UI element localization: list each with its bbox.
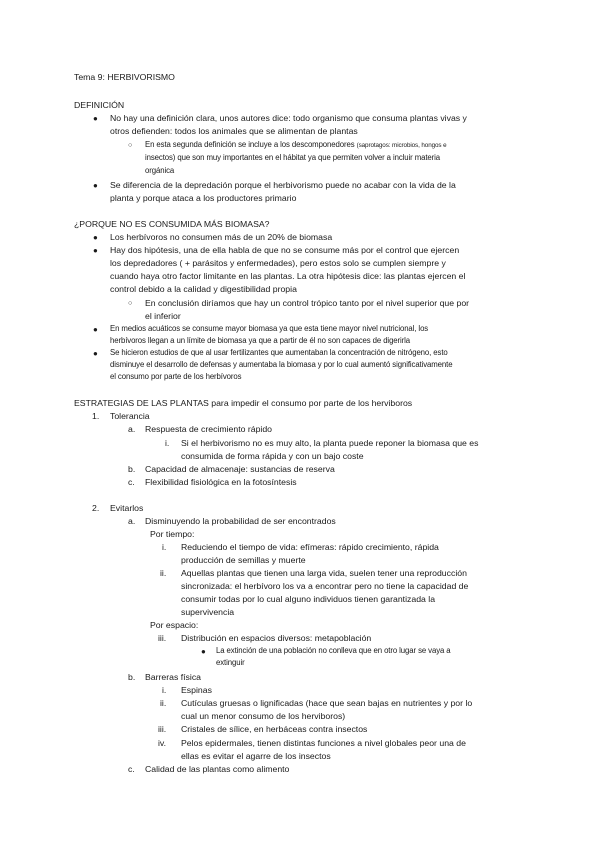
bullet-icon: ● xyxy=(93,325,98,334)
porque-sub-line-2: el inferior xyxy=(145,311,181,321)
bullet-icon: ● xyxy=(93,114,98,123)
barrera-iv-line-2: ellas es evitar el agarre de los insectos xyxy=(181,751,331,761)
definicion-sub-1-text: En esta segunda definición se incluye a los descomponedores xyxy=(145,140,355,149)
list-marker: ii. xyxy=(160,568,167,578)
porque-bullet-4-line-3: el consumo por parte de los herbívoros xyxy=(110,372,242,381)
porque-bullet-2-line-4: control debido a la calidad y digestibilidad propia xyxy=(110,284,297,294)
list-marker: 1. xyxy=(92,411,100,421)
list-marker: i. xyxy=(165,438,170,448)
barrera-ii-line-1: Cutículas gruesas o lignificadas (hace que sean bajas en nutrientes y por lo xyxy=(181,698,473,708)
list-marker: c. xyxy=(128,477,135,487)
bullet-icon: ● xyxy=(93,349,98,358)
section-heading-definicion: DEFINICIÓN xyxy=(74,100,125,110)
list-marker: i. xyxy=(162,685,167,695)
estrategia-1a-i-line-2: consumida de forma rápida y con un bajo coste xyxy=(181,451,364,461)
section-heading-porque: ¿PORQUE NO ES CONSUMIDA MÁS BIOMASA? xyxy=(74,219,270,229)
espacio-bullet-line-2: extinguir xyxy=(216,658,245,667)
espacio-iii: Distribución en espacios diversos: metapoblación xyxy=(181,633,372,643)
tiempo-ii-line-1: Aquellas plantas que tienen una larga vida, suelen tener una reproducción xyxy=(181,568,467,578)
estrategia-2c: Calidad de las plantas como alimento xyxy=(145,764,290,774)
list-marker: 2. xyxy=(92,503,100,513)
estrategia-2-title: Evitarlos xyxy=(110,503,144,513)
hollow-bullet-icon: ○ xyxy=(128,142,133,149)
estrategia-1a-i-line-1: Si el herbivorismo no es muy alto, la planta puede reponer la biomasa que es xyxy=(181,438,479,448)
hollow-bullet-icon: ○ xyxy=(128,300,133,307)
definicion-bullet-2-line-1: Se diferencia de la depredación porque el herbivorismo puede no acabar con la vida de la xyxy=(110,180,456,190)
tiempo-i-line-1: Reduciendo el tiempo de vida: efímeras: rápido crecimiento, rápida xyxy=(181,542,439,552)
definicion-sub-1-line-2: insectos) que son muy importantes en el hábitat ya que permiten volver a incluir materia xyxy=(145,153,440,162)
definicion-sub-1-line-1 xyxy=(145,139,447,152)
tiempo-ii-line-3: consumir todas por lo cual alguno individuos tienen garantizada la xyxy=(181,594,436,604)
bullet-icon: ● xyxy=(93,181,98,190)
estrategia-2b: Barreras física xyxy=(145,672,202,682)
estrategia-1b: Capacidad de almacenaje: sustancias de reserva xyxy=(145,464,335,474)
estrategias-heading-rest: para impedir el consumo por parte de los herviboros xyxy=(208,398,413,408)
porque-bullet-3-line-2: herbívoros llegan a un límite de biomasa ya que a partir de él no son capaces de digerirla xyxy=(110,336,411,345)
porque-bullet-4-line-2: disminuye el desarrollo de defensas y aumentaba la biomasa y por lo cual aumentó significativamente xyxy=(110,360,453,369)
porque-bullet-2-line-1: Hay dos hipótesis, una de ella habla de que no se consume más por el control que ejercen xyxy=(110,245,460,255)
barrera-i: Espinas xyxy=(181,685,212,695)
list-marker: i. xyxy=(162,542,167,552)
estrategia-1-title: Tolerancia xyxy=(110,411,150,421)
bullet-icon: ● xyxy=(201,647,206,656)
tiempo-ii-line-2: sincronizada: el herbívoro los va a encontrar pero no tiene la capacidad de xyxy=(181,581,469,591)
barrera-iv-line-1: Pelos epidermales, tienen distintas funciones a nivel globales peor una de xyxy=(181,738,466,748)
espacio-bullet-line-1: La extinción de una población no conlleva que en otro lugar se vaya a xyxy=(216,646,451,655)
list-marker: iii. xyxy=(158,724,167,734)
tiempo-ii-line-4: supervivencia xyxy=(181,607,235,617)
section-heading-estrategias xyxy=(74,397,412,409)
list-marker: iii. xyxy=(158,633,167,643)
por-tiempo-label: Por tiempo: xyxy=(150,529,195,539)
bullet-icon: ● xyxy=(93,246,98,255)
porque-bullet-1: Los herbívoros no consumen más de un 20% de biomasa xyxy=(110,232,333,242)
page-title: Tema 9: HERBIVORISMO xyxy=(74,72,175,82)
barrera-ii-line-2: cual un menor consumo de los herviboros) xyxy=(181,711,346,721)
porque-bullet-2-line-2: los depredadores ( + parásitos y enfermedades), pero estos solo se cumplen siempre y xyxy=(110,258,446,268)
definicion-sub-1-note: (saprotagos: microbios, hongos e xyxy=(356,142,447,149)
definicion-bullet-2-line-2: planta y porque ataca a los productores primario xyxy=(110,193,297,203)
porque-bullet-3-line-1: En medios acuáticos se consume mayor biomasa ya que esta tiene mayor nivel nutricional, los xyxy=(110,324,429,333)
definicion-sub-1-line-3: orgánica xyxy=(145,166,175,175)
list-marker: iv. xyxy=(158,738,167,748)
definicion-bullet-1-line-2: otros defienden: todos los animales que se alimentan de plantas xyxy=(110,126,358,136)
list-marker: b. xyxy=(128,672,136,682)
tiempo-i-line-2: producción de semillas y muerte xyxy=(181,555,306,565)
definicion-bullet-1-line-1: No hay una definición clara, unos autores dice: todo organismo que consuma plantas vivas y xyxy=(110,113,467,123)
estrategia-2a: Disminuyendo la probabilidad de ser encontrados xyxy=(145,516,336,526)
barrera-iii: Cristales de sílice, en herbáceas contra insectos xyxy=(181,724,368,734)
list-marker: a. xyxy=(128,516,136,526)
porque-bullet-2-line-3: cuando haya otro factor limitante en las plantas. La otra hipótesis dice: las plantas ejercen el xyxy=(110,271,466,281)
por-espacio-label: Por espacio: xyxy=(150,620,199,630)
list-marker: ii. xyxy=(160,698,167,708)
estrategia-1a: Respuesta de crecimiento rápido xyxy=(145,424,273,434)
estrategia-1c: Flexibilidad fisiológica en la fotosíntesis xyxy=(145,477,297,487)
estrategias-heading-caps: ESTRATEGIAS DE LAS PLANTAS xyxy=(74,398,209,408)
bullet-icon: ● xyxy=(93,233,98,242)
porque-bullet-4-line-1: Se hicieron estudios de que al usar fertilizantes que aumentaban la concentración de nitrógeno, esto xyxy=(110,348,448,357)
list-marker: b. xyxy=(128,464,136,474)
porque-sub-line-1: En conclusión diríamos que hay un control trópico tanto por el nivel superior que por xyxy=(145,298,470,308)
list-marker: a. xyxy=(128,424,136,434)
list-marker: c. xyxy=(128,764,135,774)
